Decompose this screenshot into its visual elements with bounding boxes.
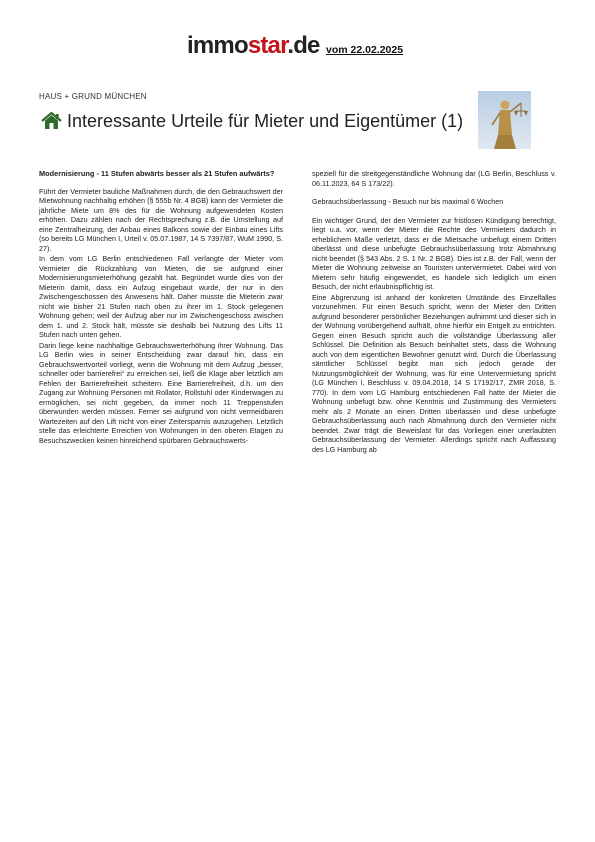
page-title: Interessante Urteile für Mieter und Eigentümer (1) — [67, 111, 464, 131]
article-heading-gebrauchsueberlassung: Gebrauchsüberlassung - Besuch nur bis maximal 6 Wochen — [312, 197, 504, 206]
paragraph-continuation: speziell für die streitgegenständliche Wohnung dar (LG Berlin, Beschluss v. 06.11.2023, 64 S 173/22). — [312, 169, 556, 188]
article-left-column — [39, 169, 283, 445]
logo-part-immo: immo — [187, 32, 248, 59]
paragraph: In dem vom LG Berlin entschiedenen Fall verlangte der Mieter vom Vermieter die Rückzahlung von Mieten, die sie aufgrund einer Modernisierungsmieterhöhung gezahlt hat. Begründet wurde dies von der Mieterin damit, dass ein Aufzug eingebaut wurde, der nur in den Zwischengeschossen des Anwesens hält. Daher musste die Mieterin zwar nicht wie bisher 21 Stufen nach oben zu ihrer im 1. Stock gelegenen Wohnung gehen; weil der Aufzug aber nur im Zwischengeschoss zwischen dem 1. und 2. Stock hält, müsste sie deshalb bei Nutzung des Lifts 11 Stufen nach unten gehen. — [39, 254, 283, 339]
logo-part-star: star — [247, 32, 288, 59]
paragraph: Führt der Vermieter bauliche Maßnahmen durch, die den Gebrauchswert der Mietwohnung nachhaltig erhöhen (§ 555b Nr. 4 BGB) kann der Vermieter die jährliche Miete um 8% des für die Wohnung aufgewendeten Kosten erhöhen. Dazu zählen nach der Rechtsprechung z.B. die Umstellung auf eine Zentralheizung, der Anbau eines Balkons sowie der Einbau eines Lifts (so bereits LG München I, Urteil v. 05.07.1987, 14 S 7397/87, WuM 1990, S. 27). — [39, 186, 283, 253]
paragraph: Eine Abgrenzung ist anhand der konkreten Umstände des Einzelfalles vorzunehmen. Für einen Besuch spricht, wenn der Mieter den Dritten aufgrund besonderer persönlicher Beziehungen aufnimmt und dieser sich in der Wohnung vorübergehend aufhält, ohne hierfür ein Entgelt zu entrichten. Gegen einen Besuch spricht auch die vollständige Überlassung aller Schlüssel. Die Definition als Besuch beinhaltet stets, dass die Wohnung auch von dem eigentlichen Bewohner genutzt wird. Durch die Überlassung sämtlicher Schlüssel begibt man sich jedoch gerade der Nutzungsmöglichkeit der Wohnung, was für eine Untervermietung spricht (LG München I, Beschluss v. 09.04.2018, 14 S 17192/17, ZMR 2018, S. 770). In dem vom LG Hamburg entschiedenen Fall hatte der Mieter die Wohnung unbefugt bzw. ohne Kenntnis und Zustimmung des Vermieters mehr als 2 Monate an einen Dritten überlassen und diese unbefugte Gebrauchsüberlassung auch nach Abmahnung durch den Vermieter nicht beendet. Zwar trägt die Beweislast für das Vorliegen einer unerlaubten Gebrauchsüberlassung der Vermieter. Allerdings spricht nach Auffassung des LG Hamburg ab — [312, 292, 556, 454]
section-kicker: HAUS + GRUND MÜNCHEN — [39, 92, 147, 101]
logo-part-de: .de — [287, 32, 320, 59]
justice-statue-image — [478, 91, 531, 149]
immostar-logo — [187, 33, 320, 59]
paragraph: Darin liege keine nachhaltige Gebrauchswerterhöhung ihrer Wohnung. Das LG Berlin wies in seiner Entscheidung zwar darauf hin, dass ein Gebrauchswertvorteil vorliegt, wenn die Wohnung mit dem Aufzug „besser, schneller oder barrierefrei“ zu erreichen sei, ließ die Klage aber letztlich am Fehlen der Barrierefreiheit scheitern. Eine Barrierefreiheit, d.h. um den Zugang zur Wohnung Personen mit Rollator, Rollstuhl oder Kinderwagen zu ermöglichen, sei nicht gegeben, da immer noch 11 Treppenstufen überwunden werden müssen. Ferner sei aufgrund von nicht vermeidbaren Wartezeiten auf den Lift nicht von einer Zeitersparnis auszugehen. Letztlich stelle das erleichterte Erreichen von Wohnungen in den oberen Etagen zu Besuchszwecken keinen hinreichend spürbaren Gebrauchswerts- — [39, 340, 283, 445]
publication-date: vom 22.02.2025 — [326, 44, 404, 56]
article-right-column — [312, 169, 556, 454]
paragraph: Ein wichtiger Grund, der den Vermieter zur fristlosen Kündigung berechtigt, liegt u.a. vor, wenn der Mieter die Rechte des Vermieters dadurch in erheblichem Maße verletzt, dass er die Mietsache unbefugt einem Dritten überlässt und diese unbefugte Gebrauchsüberlassung trotz Abmahnung nicht beendet (§ 543 Abs. 2 S. 1 Nr. 2 BGB). Dies ist z.B. der Fall, wenn der Mieter die Wohnung zeitweise an Touristen untervermietet. Dabei wird von Mietern sehr häufig eingewendet, es handele sich lediglich um einen Besuch, der nicht erlaubnispflichtig ist. — [312, 215, 556, 291]
article-heading-modernisierung: Modernisierung - 11 Stufen abwärts besser als 21 Stufen aufwärts? — [39, 169, 275, 178]
house-icon — [41, 112, 62, 130]
